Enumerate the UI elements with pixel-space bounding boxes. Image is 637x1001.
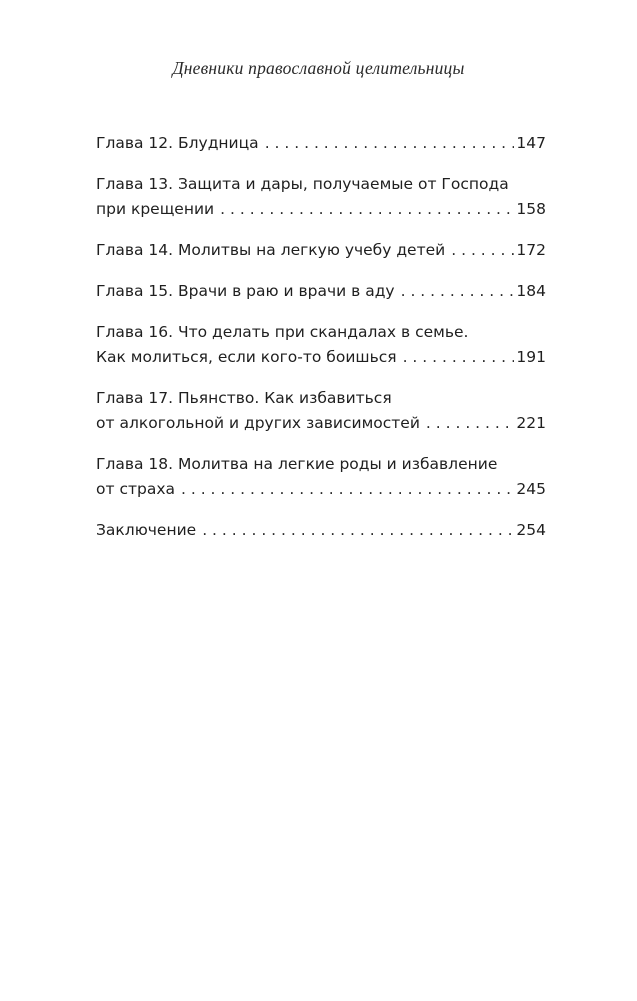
toc-entry-chapter-15[interactable]: [96, 279, 546, 304]
dot-leader: [426, 411, 515, 436]
dot-leader: [401, 279, 515, 304]
toc-entry-line: [96, 518, 546, 543]
dot-leader: [451, 238, 514, 263]
toc-entry-title-continued: Как молиться, если кого-то боишься: [96, 348, 397, 366]
toc-entry-page-number: 172: [516, 241, 546, 259]
toc-entry-title: Глава 14. Молитвы на легкую учебу детей: [96, 241, 446, 259]
toc-entry-page-number: 221: [516, 414, 546, 432]
toc-entry-line: [96, 172, 546, 197]
toc-entry-line: [96, 411, 546, 436]
toc-entry-title-continued: от страха: [96, 480, 175, 498]
toc-entry-title: Глава 17. Пьянство. Как избавиться: [96, 389, 392, 407]
toc-entry-conclusion[interactable]: [96, 518, 546, 543]
toc-entry-chapter-18[interactable]: [96, 452, 546, 502]
dot-leader: [403, 345, 515, 370]
toc-entry-page-number: 245: [516, 480, 546, 498]
toc-entry-title: Глава 13. Защита и дары, получаемые от Господа: [96, 175, 509, 193]
toc-entry-chapter-13[interactable]: [96, 172, 546, 222]
toc-entry-chapter-14[interactable]: [96, 238, 546, 263]
toc-entry-chapter-16[interactable]: [96, 320, 546, 370]
table-of-contents: [96, 131, 546, 559]
toc-entry-line: [96, 345, 546, 370]
dot-leader: [202, 518, 514, 543]
toc-entry-page-number: 158: [516, 200, 546, 218]
toc-entry-title: Глава 18. Молитва на легкие роды и избавление: [96, 455, 498, 473]
toc-entry-page-number: 191: [516, 348, 546, 366]
toc-entry-title-continued: при крещении: [96, 200, 215, 218]
toc-entry-line: [96, 320, 546, 345]
toc-entry-line: [96, 197, 546, 222]
toc-entry-line: [96, 452, 546, 477]
toc-entry-title-continued: от алкогольной и других зависимостей: [96, 414, 420, 432]
toc-entry-title: Заключение: [96, 521, 197, 539]
toc-entry-line: [96, 477, 546, 502]
toc-entry-page-number: 184: [516, 282, 546, 300]
toc-entry-line: [96, 279, 546, 304]
toc-entry-page-number: 254: [516, 521, 546, 539]
dot-leader: [265, 131, 515, 156]
toc-entry-line: [96, 386, 546, 411]
toc-entry-title: Глава 12. Блудница: [96, 134, 259, 152]
dot-leader: [220, 197, 514, 222]
toc-entry-chapter-17[interactable]: [96, 386, 546, 436]
toc-entry-chapter-12[interactable]: [96, 131, 546, 156]
toc-entry-title: Глава 16. Что делать при скандалах в семье.: [96, 323, 469, 341]
running-head: Дневники православной целительницы: [172, 58, 465, 78]
dot-leader: [181, 477, 514, 502]
toc-entry-title: Глава 15. Врачи в раю и врачи в аду: [96, 282, 395, 300]
toc-entry-line: [96, 238, 546, 263]
toc-entry-line: [96, 131, 546, 156]
toc-entry-page-number: 147: [516, 134, 546, 152]
